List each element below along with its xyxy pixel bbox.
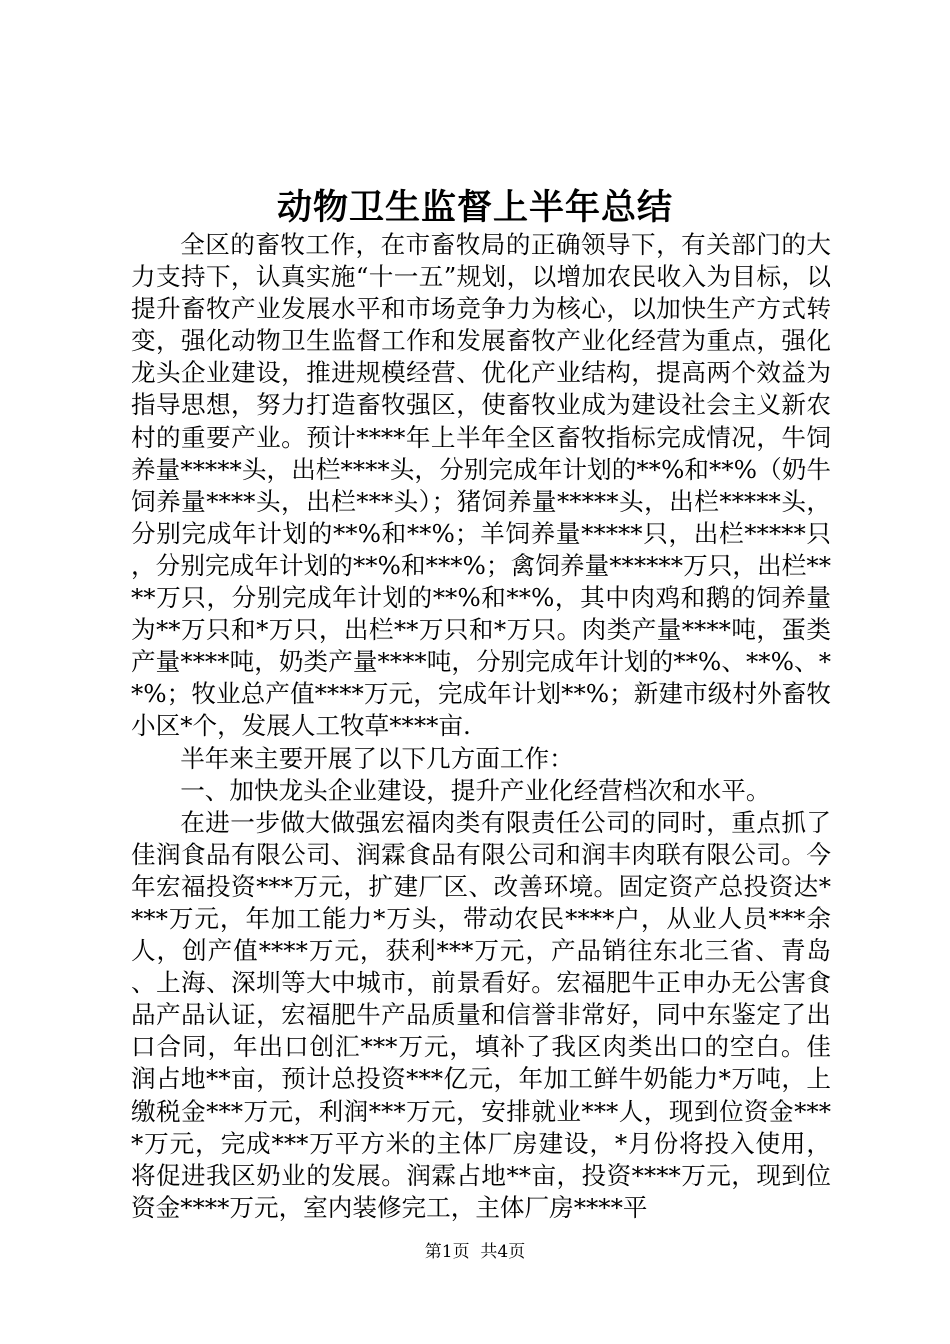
paragraph-intro: 全区的畜牧工作，在市畜牧局的正确领导下，有关部门的大力支持下，认真实施“十一五”规划，以增加农民收入为目标，以提升畜牧产业发展水平和市场竞争力为核心，以加快生产方式转变，强化动物卫生监督工作和发展畜牧产业化经营为重点，强化龙头企业建设，推进规模经营、优化产业结构，提高两个效益为指导思想，努力打造畜牧强区，使畜牧业成为建设社会主义新农村的重要产业。预计****年上半年全区畜牧指标完成情况，牛饲养量*****头，出栏****头，分别完成年计划的**%和**%（奶牛饲养量****头，出栏***头）；猪饲养量*****头，出栏*****头，分别完成年计划的**%和**%；羊饲养量*****只，出栏*****只，分别完成年计划的**%和***%；禽饲养量******万只，出栏****万只，分别完成年计划的**%和**%，其中肉鸡和鹅的饲养量为**万只和*万只，出栏**万只和*万只。肉类产量****吨，蛋类产量****吨，奶类产量****吨，分别完成年计划的**%、**%、**%；牧业总产值****万元，完成年计划**%；新建市级村外畜牧小区*个，发展人工牧草****亩.: [131, 230, 831, 741]
page-footer: [0, 1240, 950, 1264]
paragraph-work-overview: 半年来主要开展了以下几方面工作：: [180, 743, 574, 773]
page-title: 动物卫生监督上半年总结: [276, 187, 673, 228]
page-number: 第1页 共4页: [424, 1242, 526, 1262]
section-heading-1: 一、加快龙头企业建设，提升产业化经营档次和水平。: [180, 775, 771, 805]
document-body: [131, 229, 831, 1224]
paragraph-enterprise-construction: 在进一步做大做强宏福肉类有限责任公司的同时，重点抓了佳润食品有限公司、润霖食品有限公司和润丰肉联有限公司。今年宏福投资***万元，扩建厂区、改善环境。固定资产总投资达****万元，年加工能力*万头，带动农民****户，从业人员***余人，创产值****万元，获利***万元，产品销往东北三省、青岛、上海、深圳等大中城市，前景看好。宏福肥牛正申办无公害食品产品认证，宏福肥牛产品质量和信誉非常好，同中东鉴定了出口合同，年出口创汇***万元，填补了我区肉类出口的空白。佳润占地**亩，预计总投资***亿元，年加工鲜牛奶能力*万吨，上缴税金***万元，利润***万元，安排就业***人，现到位资金****万元，完成***万平方米的主体厂房建设，*月份将投入使用，将促进我区奶业的发展。润霖占地**亩，投资****万元，现到位资金****万元，室内装修完工，主体厂房****平: [131, 807, 831, 1222]
